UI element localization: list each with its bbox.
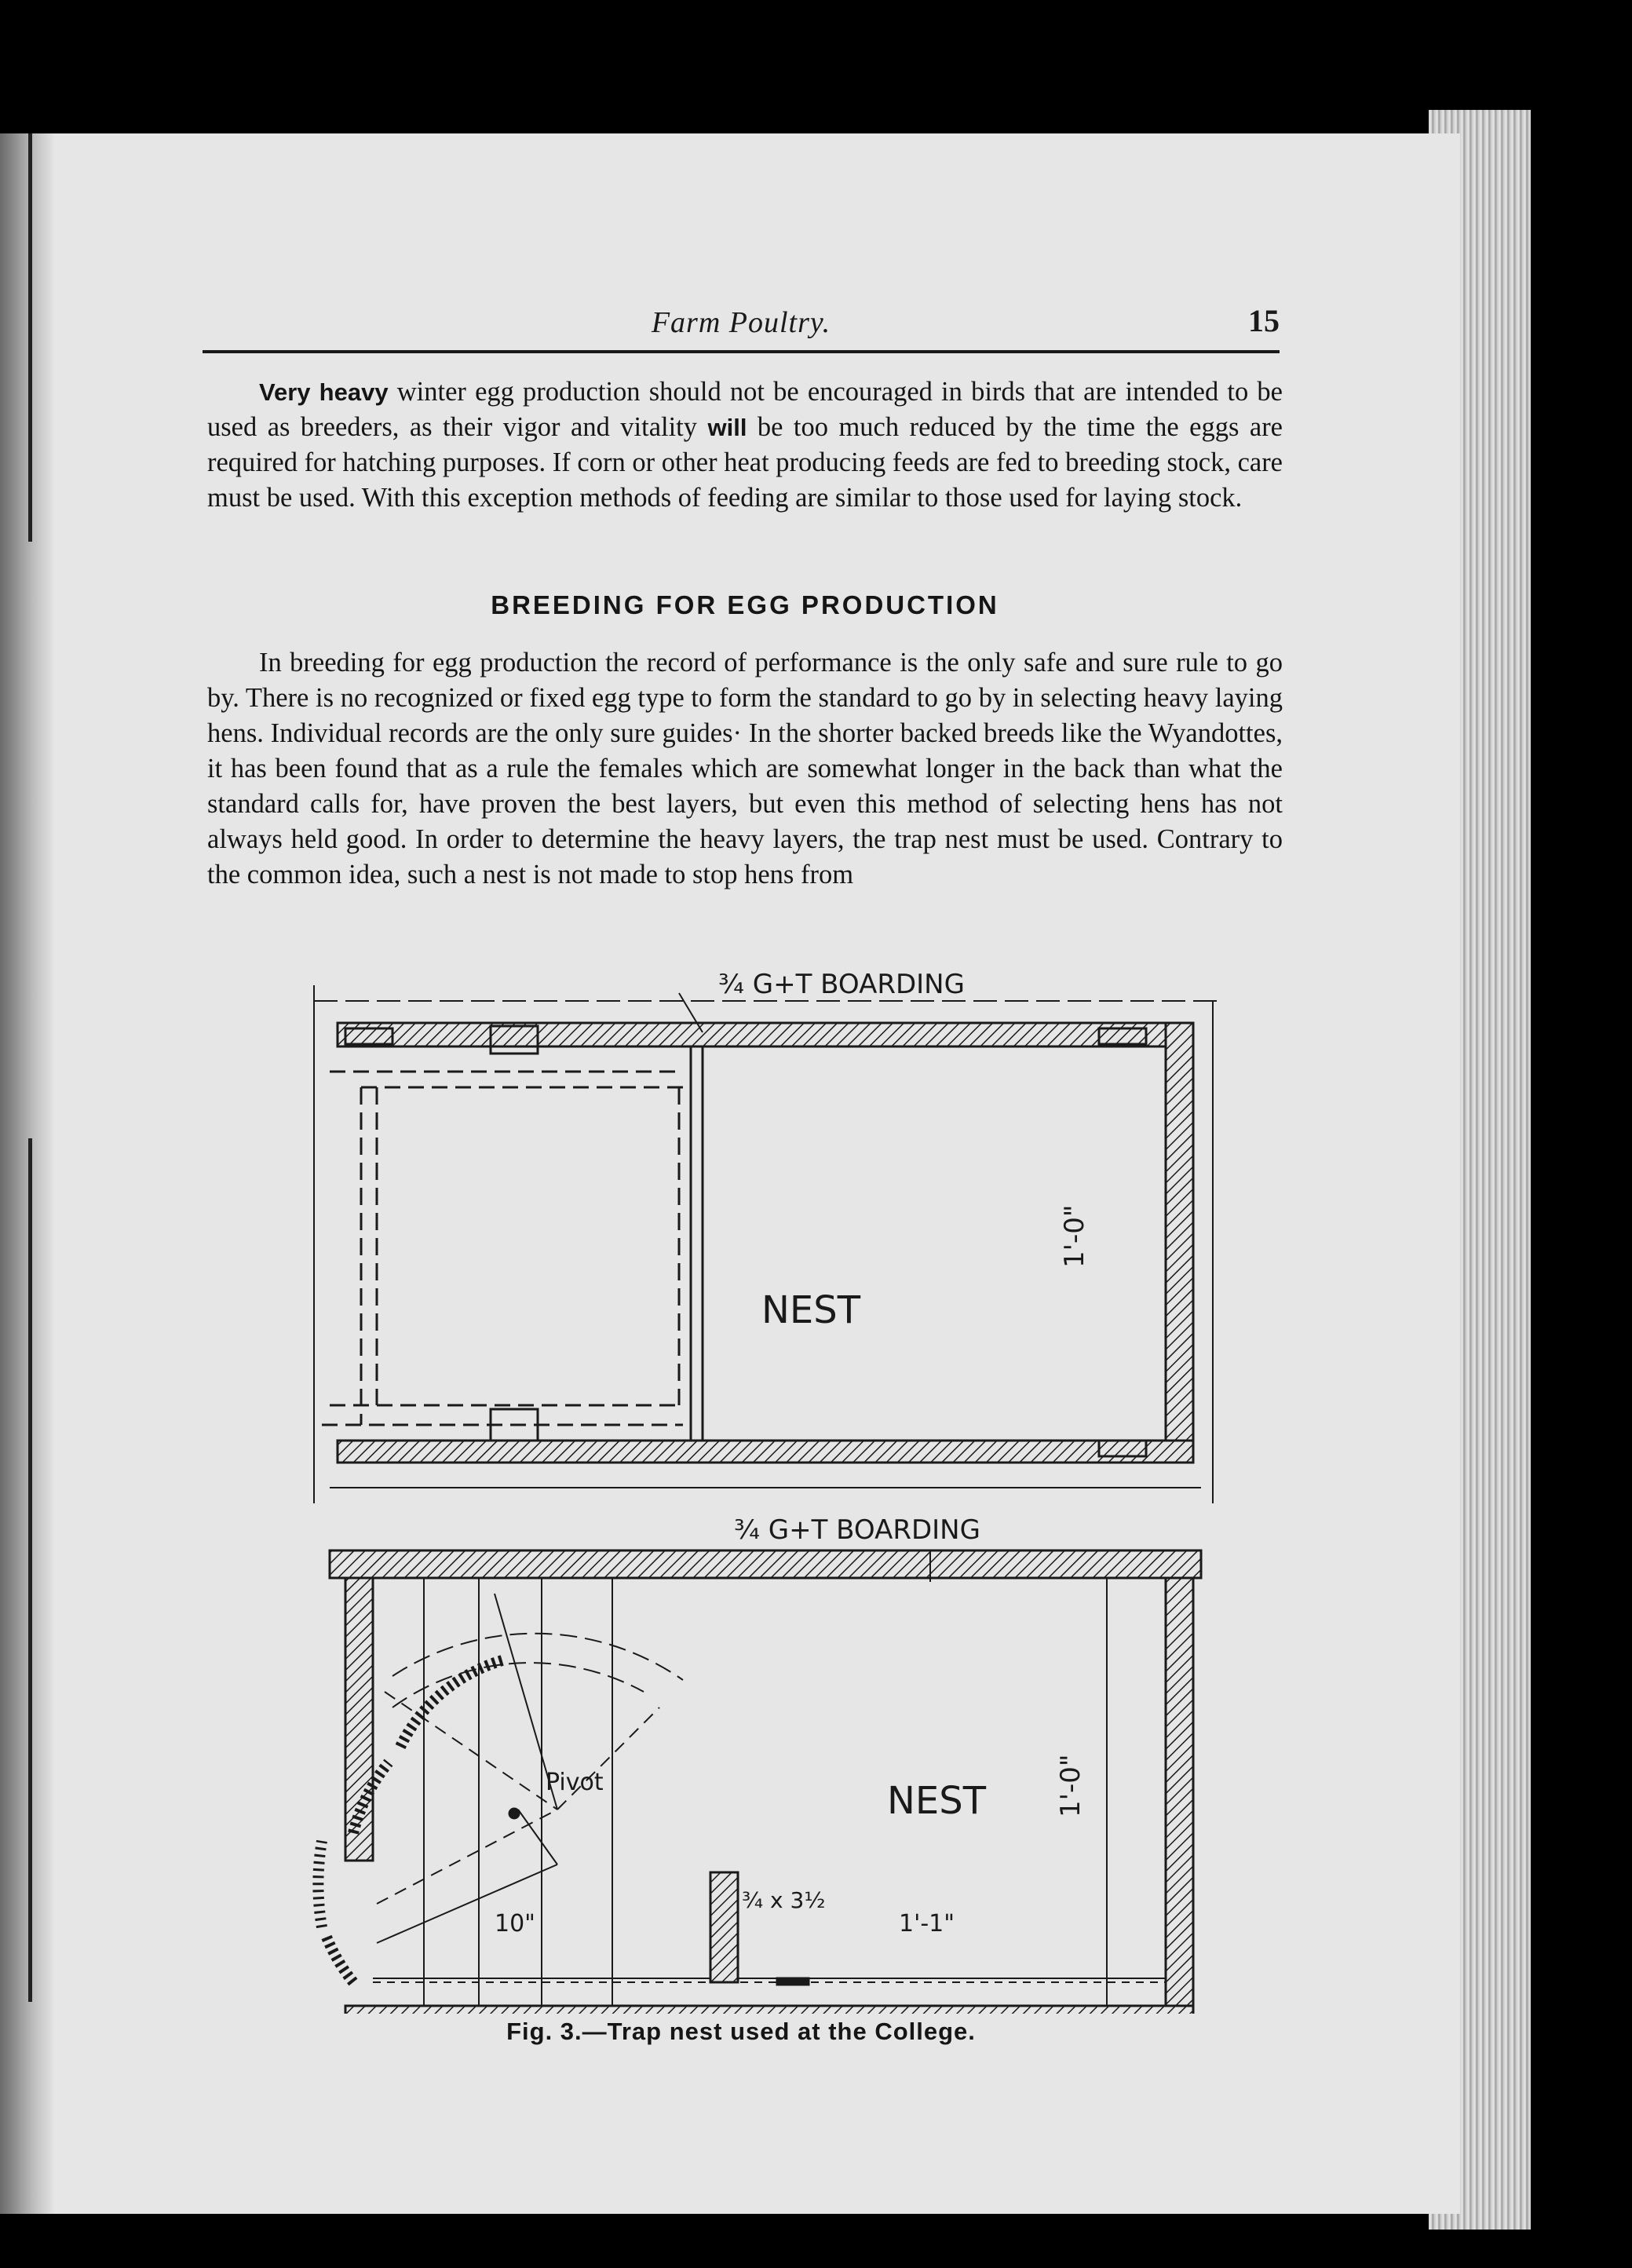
bottom-plan bbox=[318, 1514, 1201, 2014]
page-header bbox=[203, 302, 1280, 349]
paragraph-text: In breeding for egg production the record of performance is the only safe and sure rule to go by. There is no recognized or fixed egg type to form the standard to go by in selecting heavy laying hens. Individual records are the only sure guides· In the shorter backed breeds like the Wyandottes, it has been found that as a rule the females which are somewhat longer in the back than what the standard calls for, have proven the best layers, but even this method of selecting hens has not always held good. In order to determine the heavy layers, the trap nest must be used. Contrary to the common idea, such a nest is not made to stop hens from bbox=[207, 648, 1283, 889]
pivot-label: Pivot bbox=[546, 1769, 604, 1796]
bold-text: will bbox=[707, 414, 747, 441]
top-dimension-label: 1'-0" bbox=[1059, 1204, 1090, 1268]
top-plan bbox=[314, 970, 1217, 1503]
paragraph-text: winter egg production should not be encouraged in birds that are intended to be used as breeders, as their vigor and vitality bbox=[207, 377, 1283, 442]
top-boarding-label: ¾ G+T BOARDING bbox=[718, 970, 965, 1000]
bottom-nest-label: NEST bbox=[887, 1779, 987, 1823]
spine-edge-line bbox=[28, 1138, 32, 2002]
dimension-11-label: 1'-1" bbox=[899, 1910, 955, 1937]
page-number: 15 bbox=[1248, 303, 1280, 338]
book-spine bbox=[0, 133, 55, 2214]
post-size-label: ¾ x 3½ bbox=[742, 1887, 826, 1913]
dimension-10-label: 10" bbox=[495, 1910, 535, 1937]
paragraph-2 bbox=[207, 645, 1283, 893]
top-nest-label: NEST bbox=[761, 1288, 861, 1332]
trap-nest-drawing bbox=[290, 970, 1225, 2014]
bottom-boarding-label: ¾ G+T BOARDING bbox=[734, 1514, 980, 1546]
section-heading: BREEDING FOR EGG PRODUCTION bbox=[491, 590, 999, 619]
bold-lead-text: Very heavy bbox=[259, 378, 389, 406]
spine-edge-line bbox=[28, 133, 32, 542]
trap-nest-plans bbox=[290, 970, 1225, 2014]
bottom-side-dimension: 1'-0" bbox=[1055, 1754, 1086, 1817]
paragraph-1 bbox=[207, 374, 1283, 516]
running-title: Farm Poultry. bbox=[651, 306, 831, 339]
header-rule bbox=[203, 350, 1280, 353]
paragraph-text: be too much reduced by the time the eggs are required for hatching purposes. If corn or other heat producing feeds are fed to breeding stock, care must be used. With this exception methods of feeding are similar to those used for laying stock. bbox=[207, 412, 1283, 513]
figure-caption: Fig. 3.—Trap nest used at the College. bbox=[506, 2018, 976, 2045]
